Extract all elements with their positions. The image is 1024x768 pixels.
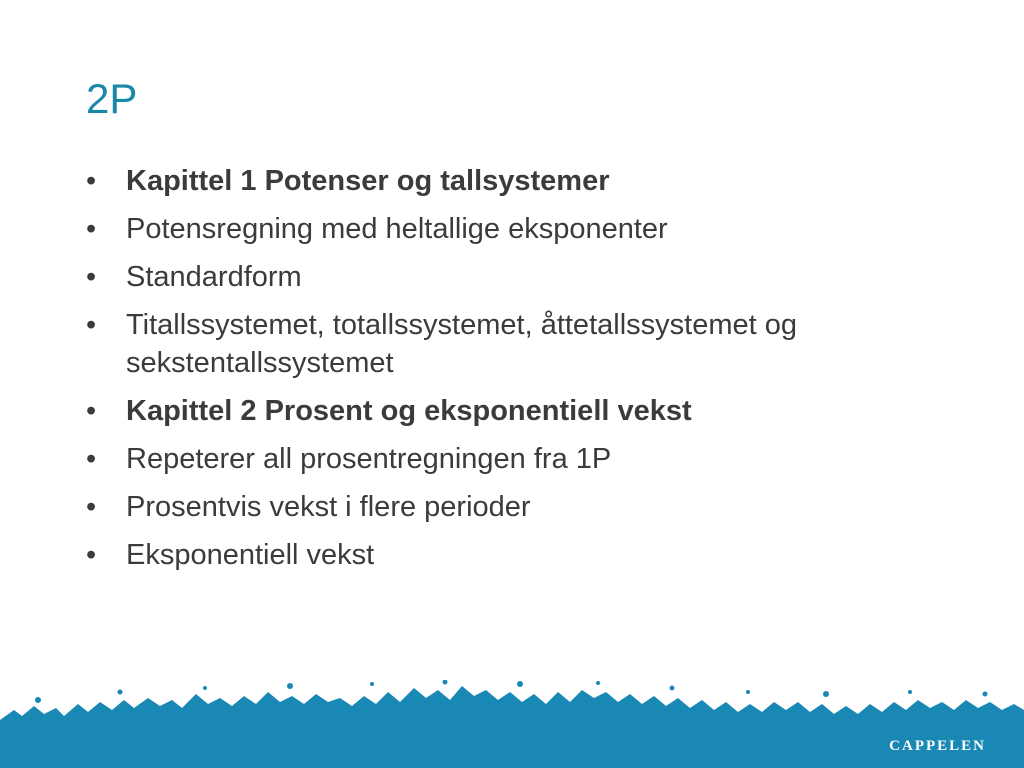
bullet-icon: • [86, 539, 97, 571]
bullet-list [86, 162, 966, 584]
bullet-text: Standardform [126, 261, 302, 293]
bullet-item [86, 162, 966, 200]
bullet-icon: • [86, 491, 97, 523]
bullet-item [86, 536, 966, 574]
bullet-text: Eksponentiell vekst [126, 539, 375, 571]
bullet-text: Repeterer all prosentregningen fra 1P [126, 443, 612, 475]
bullet-item [86, 392, 966, 430]
bullet-icon: • [86, 213, 97, 245]
bullet-icon: • [86, 443, 97, 475]
bullet-icon: • [86, 309, 97, 341]
paint-splash-decoration [0, 680, 1024, 768]
footer-banner [0, 680, 1024, 768]
bullet-item [86, 488, 966, 526]
cappelen-logo: CAPPELEN [889, 738, 986, 754]
bullet-item [86, 258, 966, 296]
bullet-icon: • [86, 165, 97, 197]
slide-title: 2P [86, 75, 138, 122]
bullet-text: Kapittel 2 Prosent og eksponentiell vekst [126, 395, 692, 427]
bullet-item [86, 210, 966, 248]
bullet-text: Titallssystemet, totallssystemet, åttetallssystemet og sekstentallssystemet [126, 309, 797, 379]
bullet-item [86, 306, 966, 382]
bullet-text: Potensregning med heltallige eksponenter [126, 213, 668, 245]
bullet-text: Prosentvis vekst i flere perioder [126, 491, 531, 523]
bullet-icon: • [86, 261, 97, 293]
bullet-icon: • [86, 395, 97, 427]
bullet-text: Kapittel 1 Potenser og tallsystemer [126, 165, 610, 197]
bullet-item [86, 440, 966, 478]
